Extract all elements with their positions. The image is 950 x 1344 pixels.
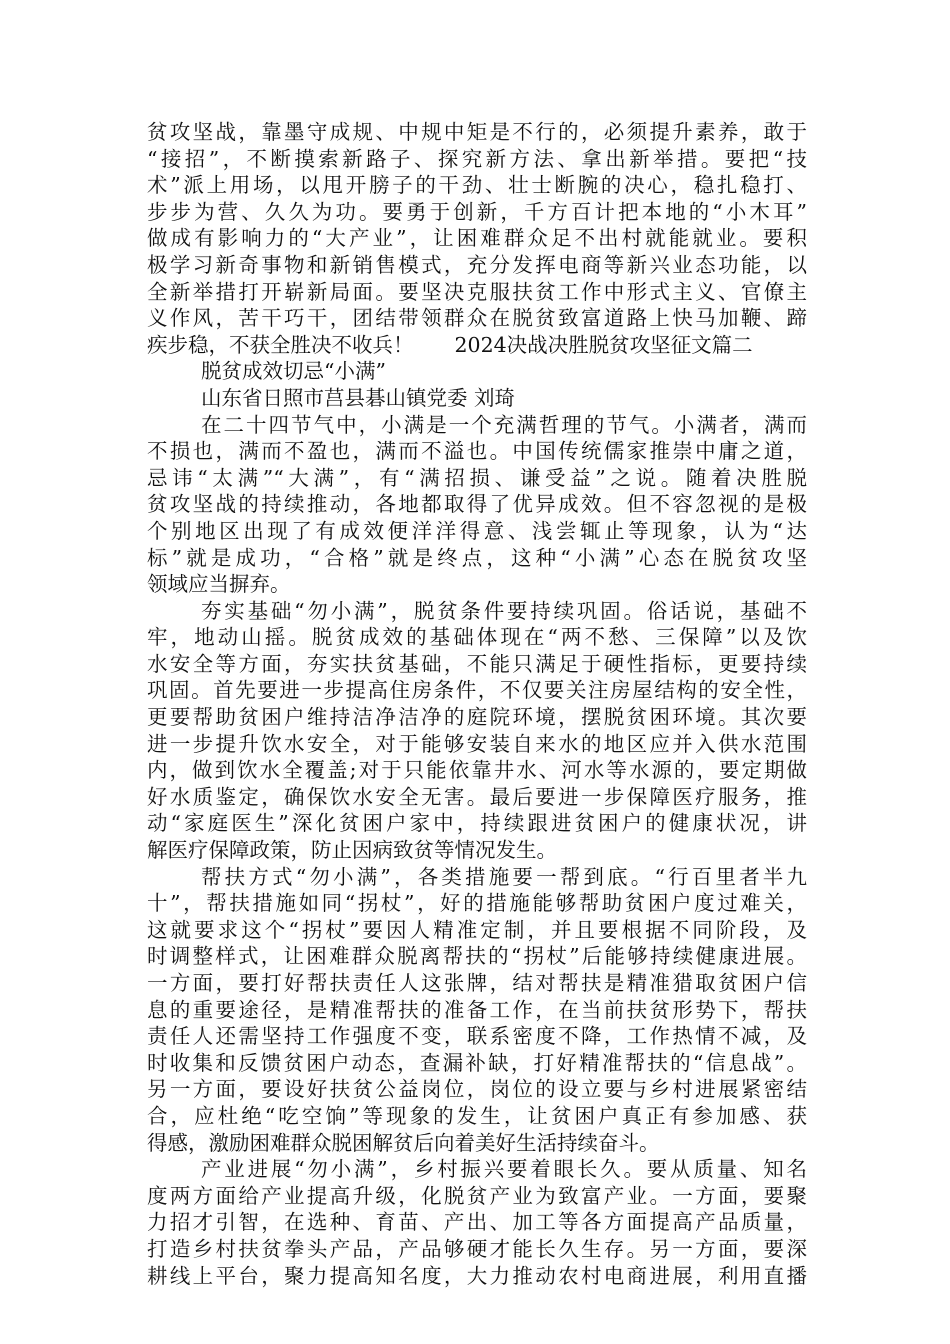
text-line: 步步为营、久久为功。要勇于创新，千方百计把本地的“小木耳” — [147, 199, 807, 224]
text-line: 责任人还需坚持工作强度不变，联系密度不降，工作热情不减，及 — [147, 1024, 807, 1049]
text-line: 在二十四节气中，小满是一个充满哲理的节气。小满者，满而 — [201, 412, 807, 437]
text-line: 产业进展“勿小满”，乡村振兴要着眼长久。要从质量、知名 — [201, 1157, 807, 1182]
text-line: 帮扶方式“勿小满”，各类措施要一帮到底。“行百里者半九 — [201, 864, 807, 889]
text-line: 好水质鉴定，确保饮水安全无害。最后要进一步保障医疗服务，推 — [147, 784, 807, 809]
text-line: 合，应杜绝“吃空饷”等现象的发生，让贫困户真正有参加感、获 — [147, 1103, 807, 1128]
text-line: 度两方面给产业提高升级，化脱贫产业为致富产业。一方面，要聚 — [147, 1183, 807, 1208]
text-line: 解医疗保障政策，防止因病致贫等情况发生。 — [147, 838, 557, 863]
text-line: 十”，帮扶措施如同“拐杖”，好的措施能够帮助贫困户度过难关， — [147, 891, 807, 916]
text-line: 义作风，苦干巧干，团结带领群众在脱贫致富道路上快马加鞭、蹄 — [147, 306, 807, 331]
text-line: 术”派上用场，以甩开膀子的干劲、壮士断腕的决心，稳扎稳打、 — [147, 173, 807, 198]
text-line: 时收集和反馈贫困户动态，查漏补缺，打好精准帮扶的“信息战”。 — [147, 1050, 807, 1075]
text-line: 这就要求这个“拐杖”要因人精准定制，并且要根据不同阶段，及 — [147, 917, 807, 942]
text-line: 进一步提升饮水安全，对于能够安装自来水的地区应并入供水范围 — [147, 731, 807, 756]
text-line: 个别地区出现了有成效便洋洋得意、浅尝辄止等现象，认为“达 — [147, 518, 807, 543]
text-line: 耕线上平台，聚力提高知名度，大力推动农村电商进展，利用直播 — [147, 1263, 807, 1288]
text-line: 夯实基础“勿小满”，脱贫条件要持续巩固。俗话说，基础不 — [201, 598, 807, 623]
text-line: 更要帮助贫困户维持洁净洁净的庭院环境，摆脱贫困环境。其次要 — [147, 705, 807, 730]
text-line: 得感，激励困难群众脱困解贫后向着美好生活持续奋斗。 — [147, 1130, 660, 1155]
text-line: 另一方面，要设好扶贫公益岗位，岗位的设立要与乡村进展紧密结 — [147, 1077, 807, 1102]
text-line: “接招”，不断摸索新路子、探究新方法、拿出新举措。要把“技 — [147, 146, 807, 171]
text-line: 全新举措打开崭新局面。要坚决克服扶贫工作中形式主义、官僚主 — [147, 279, 807, 304]
text-line: 疾步稳，不获全胜决不收兵！ 2024决战决胜脱贫攻坚征文篇二 — [147, 332, 753, 357]
text-line: 巩固。首先要进一步提高住房条件，不仅要关注房屋结构的安全性， — [147, 678, 807, 703]
text-line: 贫攻坚战，靠墨守成规、中规中矩是不行的，必须提升素养，敢于 — [147, 120, 807, 144]
text-line: 贫攻坚战的持续推动，各地都取得了优异成效。但不容忽视的是极 — [147, 492, 807, 517]
text-line: 忌讳“太满”“大满”，有“满招损、谦受益”之说。随着决胜脱 — [147, 465, 807, 490]
text-line: 内，做到饮水全覆盖;对于只能依靠井水、河水等水源的，要定期做 — [147, 758, 807, 783]
text-line: 做成有影响力的“大产业”，让困难群众足不出村就能就业。要积 — [147, 226, 807, 251]
text-line: 极学习新奇事物和新销售模式，充分发挥电商等新兴业态功能，以 — [147, 252, 807, 277]
text-line: 牢，地动山摇。脱贫成效的基础体现在“两不愁、三保障”以及饮 — [147, 625, 807, 650]
text-line: 水安全等方面，夯实扶贫基础，不能只满足于硬性指标，更要持续 — [147, 651, 807, 676]
text-line: 不损也，满而不盈也，满而不溢也。中国传统儒家推崇中庸之道， — [147, 439, 807, 464]
text-line: 领域应当摒弃。 — [147, 572, 291, 597]
text-line: 力招才引智，在选种、育苗、产出、加工等各方面提高产品质量， — [147, 1210, 807, 1235]
text-line: 时调整样式，让困难群众脱离帮扶的“拐杖”后能够持续健康进展。 — [147, 944, 807, 969]
text-line: 脱贫成效切忌“小满” — [201, 359, 386, 384]
text-line: 山东省日照市莒县碁山镇党委 刘琦 — [201, 385, 516, 410]
text-line: 打造乡村扶贫拳头产品，产品够硬才能长久生存。另一方面，要深 — [147, 1236, 807, 1261]
text-line: 一方面，要打好帮扶责任人这张牌，结对帮扶是精准猎取贫困户信 — [147, 971, 807, 995]
text-line: 标”就是成功，“合格”就是终点，这种“小满”心态在脱贫攻坚 — [147, 545, 807, 570]
document-body — [147, 119, 807, 1289]
text-line: 息的重要途径，是精准帮扶的准备工作，在当前扶贫形势下，帮扶 — [147, 997, 807, 1022]
text-line: 动“家庭医生”深化贫困户家中，持续跟进贫困户的健康状况，讲 — [147, 811, 807, 836]
